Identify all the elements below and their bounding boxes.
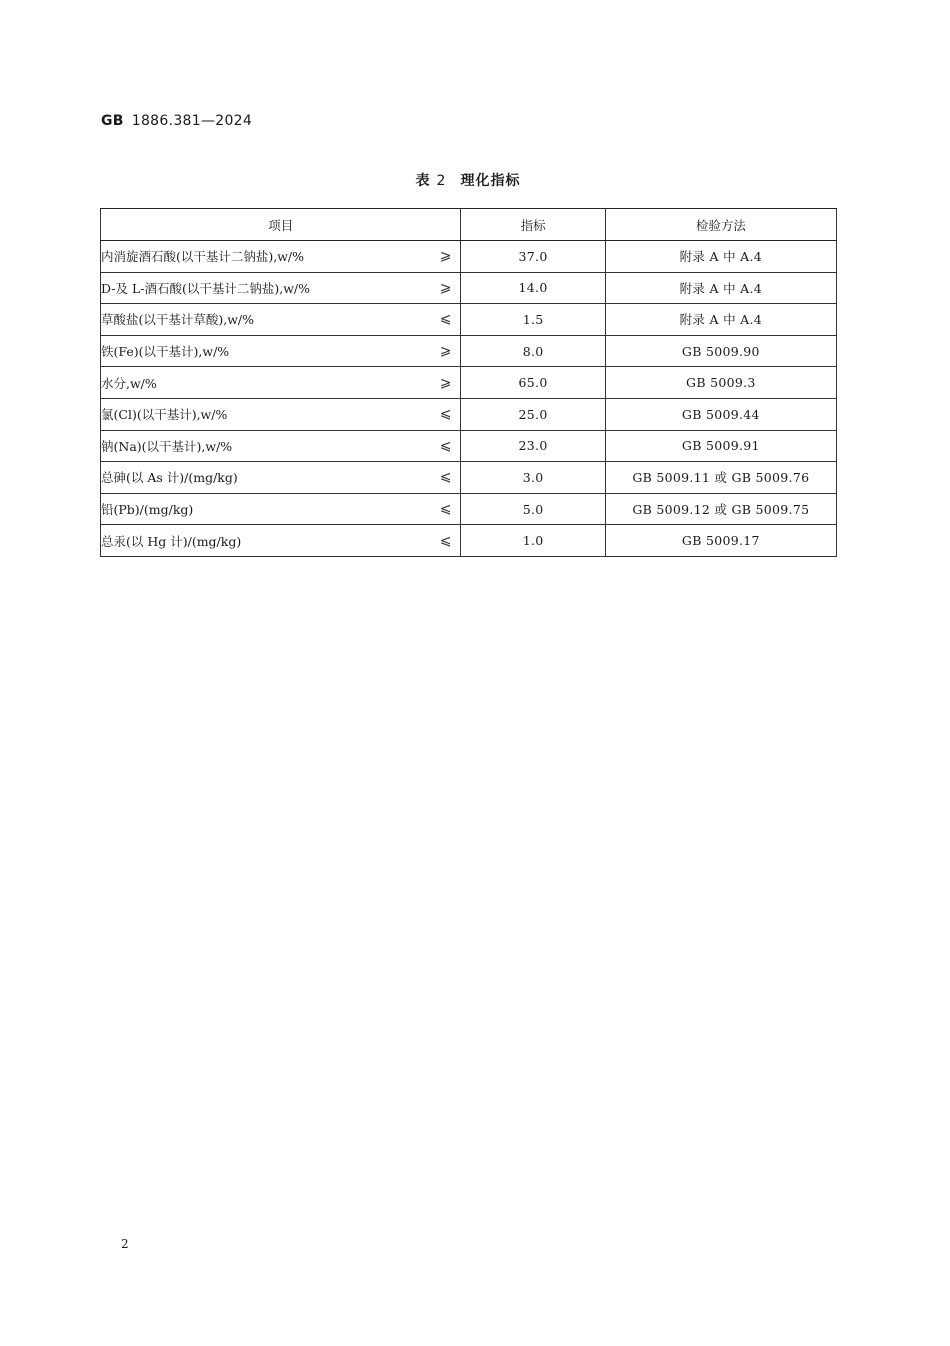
method-cell: 附录 A 中 A.4 — [605, 241, 836, 273]
comparison-symbol: ⩾ — [439, 279, 452, 296]
value-cell: 37.0 — [461, 241, 605, 273]
table-body — [101, 241, 837, 557]
table-row — [101, 304, 837, 336]
spec-table — [100, 208, 837, 557]
item-cell — [101, 525, 461, 557]
method-cell: GB 5009.11 或 GB 5009.76 — [605, 462, 836, 494]
value-cell: 3.0 — [461, 462, 605, 494]
comparison-symbol: ⩽ — [439, 406, 452, 423]
table-row — [101, 493, 837, 525]
method-cell: GB 5009.12 或 GB 5009.75 — [605, 493, 836, 525]
table-header-row — [101, 209, 837, 241]
table-row — [101, 430, 837, 462]
method-cell: GB 5009.17 — [605, 525, 836, 557]
value-cell: 5.0 — [461, 493, 605, 525]
item-label: 氯(Cl)(以干基计),w/% — [101, 407, 228, 423]
item-cell — [101, 462, 461, 494]
item-cell — [101, 493, 461, 525]
item-label: 铁(Fe)(以干基计),w/% — [101, 344, 230, 360]
table-title-number: 2 — [436, 173, 447, 189]
table-row — [101, 398, 837, 430]
item-cell — [101, 304, 461, 336]
method-cell: GB 5009.91 — [605, 430, 836, 462]
value-cell: 23.0 — [461, 430, 605, 462]
value-cell: 8.0 — [461, 335, 605, 367]
method-cell: GB 5009.44 — [605, 398, 836, 430]
standard-header — [101, 113, 252, 129]
table-row — [101, 462, 837, 494]
comparison-symbol: ⩽ — [439, 532, 452, 549]
table-row — [101, 525, 837, 557]
item-cell — [101, 398, 461, 430]
table-title — [100, 170, 836, 190]
comparison-symbol: ⩽ — [439, 437, 452, 454]
item-cell — [101, 272, 461, 304]
item-label: 内消旋酒石酸(以干基计二钠盐),w/% — [101, 249, 305, 265]
value-cell: 14.0 — [461, 272, 605, 304]
item-label: 总砷(以 As 计)/(mg/kg) — [101, 470, 238, 486]
page-number: 2 — [121, 1237, 129, 1251]
comparison-symbol: ⩽ — [439, 501, 452, 518]
method-cell: GB 5009.3 — [605, 367, 836, 399]
value-cell: 1.5 — [461, 304, 605, 336]
method-cell: 附录 A 中 A.4 — [605, 272, 836, 304]
table-row — [101, 272, 837, 304]
item-label: 钠(Na)(以干基计),w/% — [101, 438, 233, 454]
standard-number: 1886.381—2024 — [131, 113, 253, 129]
item-cell — [101, 335, 461, 367]
table-title-name: 理化指标 — [460, 173, 521, 189]
item-label: 草酸盐(以干基计草酸),w/% — [101, 312, 255, 328]
comparison-symbol: ⩾ — [439, 343, 452, 360]
table-row — [101, 367, 837, 399]
comparison-symbol: ⩽ — [439, 311, 452, 328]
value-cell: 65.0 — [461, 367, 605, 399]
column-header-method: 检验方法 — [605, 209, 836, 241]
item-label: 水分,w/% — [101, 375, 157, 391]
item-cell — [101, 241, 461, 273]
value-cell: 25.0 — [461, 398, 605, 430]
table-title-label: 表 — [415, 173, 431, 189]
value-cell: 1.0 — [461, 525, 605, 557]
item-label: 总汞(以 Hg 计)/(mg/kg) — [101, 533, 242, 549]
comparison-symbol: ⩾ — [439, 374, 452, 391]
table-row — [101, 241, 837, 273]
item-cell — [101, 430, 461, 462]
column-header-value: 指标 — [461, 209, 605, 241]
item-label: 铅(Pb)/(mg/kg) — [101, 502, 194, 518]
comparison-symbol: ⩽ — [439, 469, 452, 486]
item-cell — [101, 367, 461, 399]
method-cell: GB 5009.90 — [605, 335, 836, 367]
column-header-item: 项目 — [101, 209, 461, 241]
standard-prefix: GB — [101, 113, 124, 129]
method-cell: 附录 A 中 A.4 — [605, 304, 836, 336]
comparison-symbol: ⩾ — [439, 248, 452, 265]
item-label: D-及 L-酒石酸(以干基计二钠盐),w/% — [101, 280, 310, 296]
table-row — [101, 335, 837, 367]
